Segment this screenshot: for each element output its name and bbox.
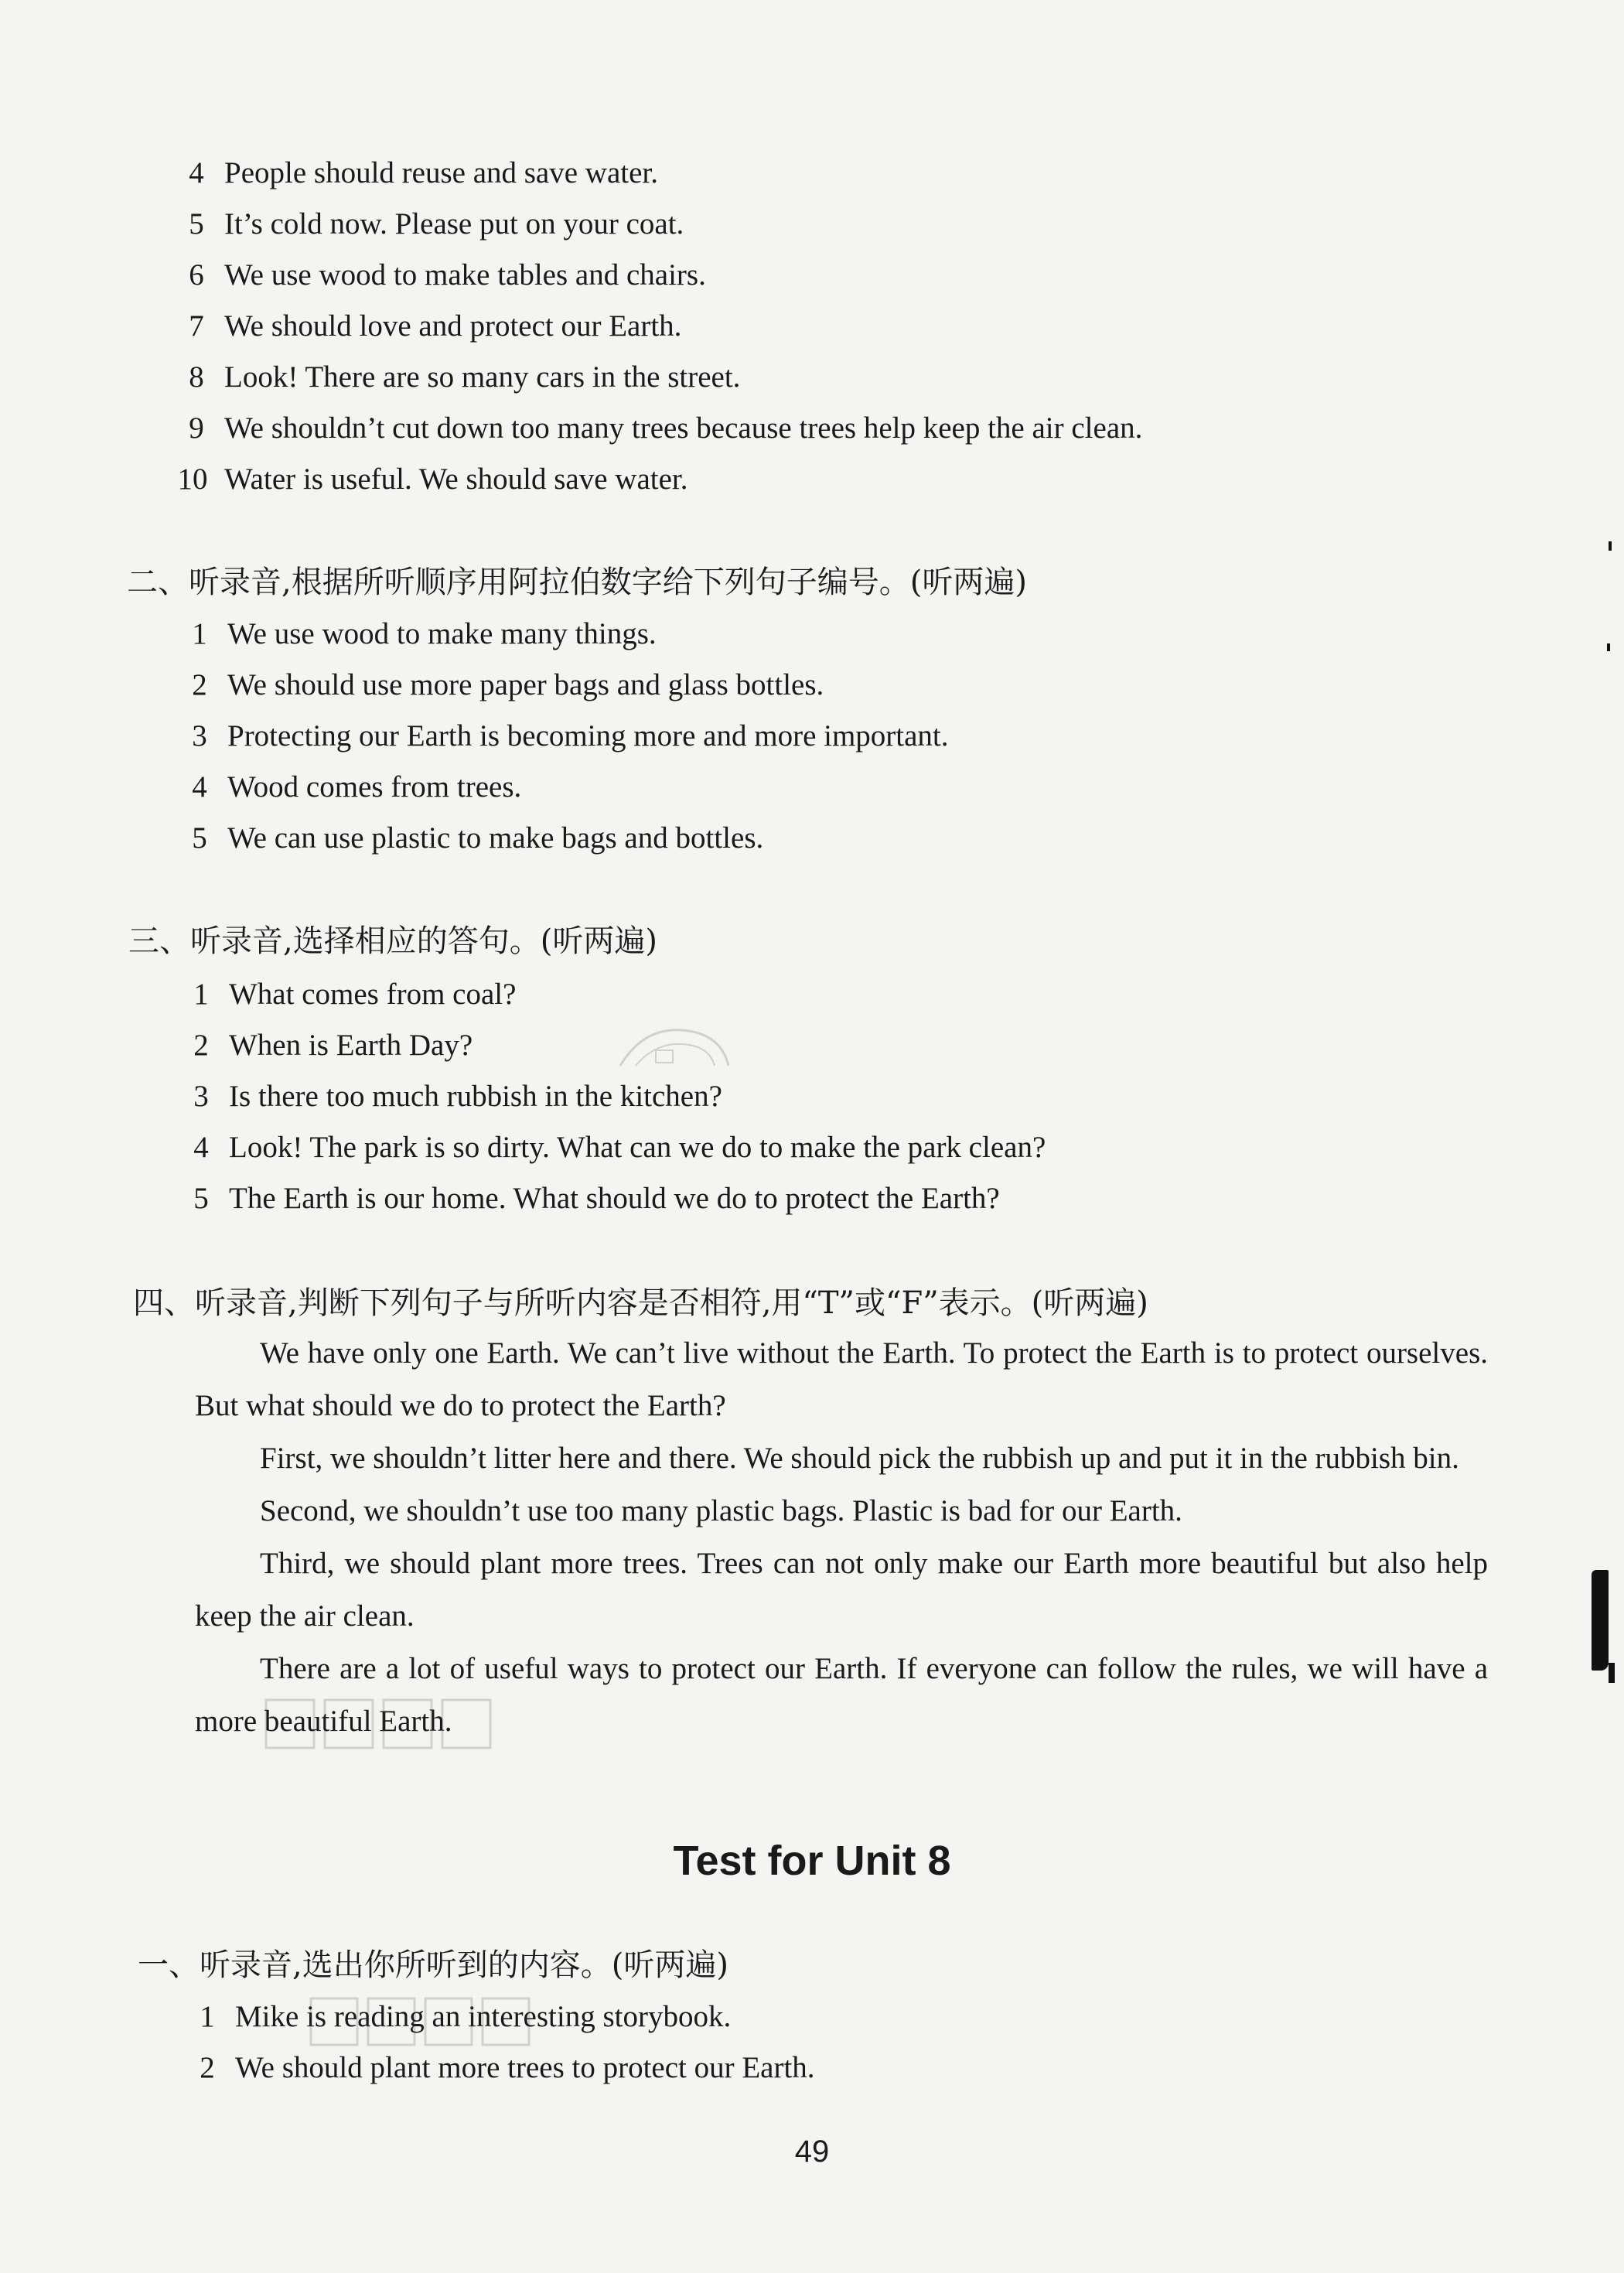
list-item: 3 Is there too much rubbish in the kitchen? bbox=[193, 1080, 722, 1113]
list-item: 6 We use wood to make tables and chairs. bbox=[189, 258, 706, 292]
scan-edge-mark bbox=[1609, 541, 1612, 551]
list-item: 4 Look! The park is so dirty. What can we do to make the park clean? bbox=[193, 1131, 1046, 1164]
scan-edge-mark bbox=[1607, 643, 1610, 651]
passage-paragraph: Second, we shouldn’t use too many plastic bags. Plastic is bad for our Earth. bbox=[260, 1494, 1182, 1527]
section-heading-two: 二、听录音,根据所听顺序用阿拉伯数字给下列句子编号。(听两遍) bbox=[127, 565, 1027, 600]
list-item: 4 Wood comes from trees. bbox=[192, 770, 522, 804]
section-heading-one: 一、听录音,选出你所听到的内容。(听两遍) bbox=[138, 1947, 728, 1983]
list-item: 1 What comes from coal? bbox=[193, 978, 517, 1011]
list-item: 1 Mike is reading an interesting storybook. bbox=[200, 2000, 732, 2033]
passage-paragraph: There are a lot of useful ways to protect our Earth. If everyone can follow the rules, we will have a more beautiful Earth. bbox=[195, 1652, 1488, 1738]
page-number: 49 bbox=[794, 2135, 830, 2169]
passage-paragraph: First, we shouldn’t litter here and there. We should pick the rubbish up and put it in the rubbish bin. bbox=[260, 1442, 1459, 1475]
list-item: 10 Water is useful. We should save water. bbox=[177, 462, 688, 496]
list-item: 2 We should plant more trees to protect our Earth. bbox=[200, 2051, 815, 2084]
list-item: 4 People should reuse and save water. bbox=[189, 156, 659, 189]
list-item: 7 We should love and protect our Earth. bbox=[189, 309, 682, 343]
list-item: 3 Protecting our Earth is becoming more and more important. bbox=[192, 719, 949, 753]
list-item: 9 We shouldn’t cut down too many trees because trees help keep the air clean. bbox=[189, 411, 1143, 445]
passage-paragraph: We have only one Earth. We can’t live without the Earth. To protect the Earth is to protect ourselves. But what should we do to protect the Earth? bbox=[195, 1336, 1488, 1422]
test-title: Test for Unit 8 bbox=[673, 1838, 951, 1884]
list-item: 2 We should use more paper bags and glass bottles. bbox=[192, 668, 824, 701]
passage-paragraph: Third, we should plant more trees. Trees can not only make our Earth more beautiful but also help keep the air clean. bbox=[195, 1547, 1488, 1633]
section-heading-three: 三、听录音,选择相应的答句。(听两遍) bbox=[128, 923, 657, 959]
list-item: 2 When is Earth Day? bbox=[193, 1029, 473, 1062]
list-item: 8 Look! There are so many cars in the street. bbox=[189, 360, 741, 394]
list-item: 1 We use wood to make many things. bbox=[192, 617, 657, 650]
scan-edge-mark bbox=[1609, 1663, 1615, 1683]
list-item: 5 It’s cold now. Please put on your coat. bbox=[189, 207, 684, 241]
list-item: 5 We can use plastic to make bags and bottles. bbox=[192, 821, 764, 855]
passage bbox=[195, 1327, 1488, 1748]
scan-edge-mark bbox=[1592, 1570, 1609, 1671]
list-item: 5 The Earth is our home. What should we do to protect the Earth? bbox=[193, 1182, 1000, 1215]
section-heading-four: 四、听录音,判断下列句子与所听内容是否相符,用“T”或“F”表示。(听两遍) bbox=[133, 1285, 1148, 1321]
